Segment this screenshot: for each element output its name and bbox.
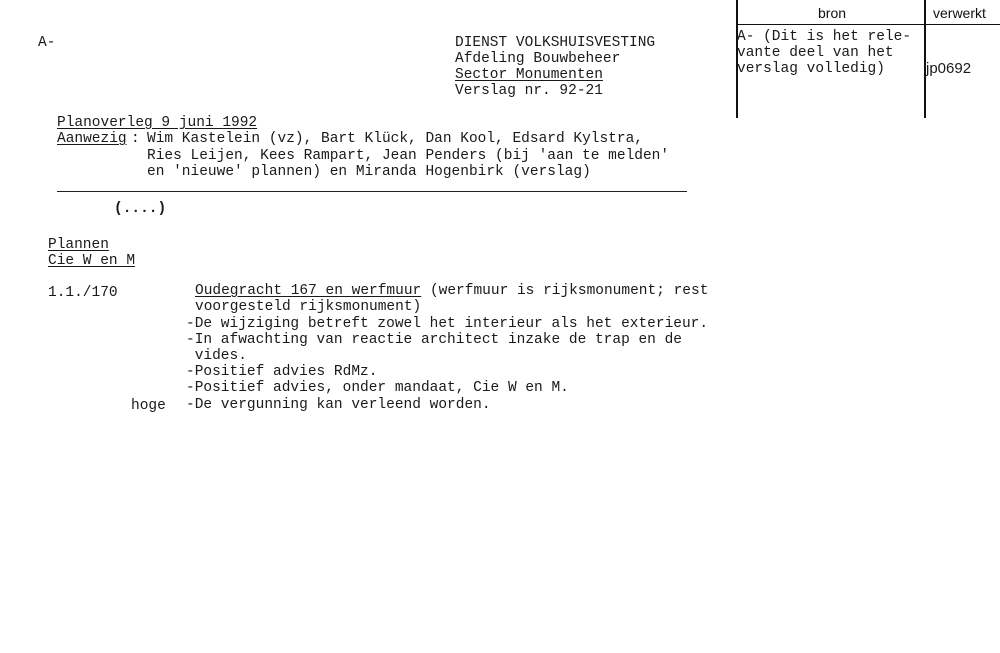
item-title-continued: voorgesteld rijksmonument) [195,299,422,315]
sector: Sector Monumenten [455,67,603,83]
item-point: -De wijziging betreft zowel het interieur als het exterieur. [186,316,709,332]
stamp-source-line: verslag volledig) [737,61,885,77]
department: Afdeling Bouwbeheer [455,51,621,67]
item-priority: hoge [131,398,166,414]
section-heading: Plannen [48,237,109,253]
stamp-processed-code: jp0692 [926,60,972,77]
present-line: Ries Leijen, Kees Rampart, Jean Penders (bij 'aan te melden' [147,148,670,164]
stamp-col-processed: verwerkt [933,5,986,21]
stamp-source-line: A- (Dit is het rele- [737,29,912,45]
archive-stamp [736,0,1000,118]
section-subheading: Cie W en M [48,253,136,269]
item-title: Oudegracht 167 en werfmuur [195,283,422,299]
present-line: Wim Kastelein (vz), Bart Klück, Dan Kool, Edsard Kylstra, [147,131,643,147]
meeting-title: Planoverleg 9 juni 1992 [57,115,258,131]
item-point: -Positief advies RdMz. [186,364,378,380]
item-title-note: (werfmuur is rijksmonument; rest [421,283,709,299]
report-number: Verslag nr. 92-21 [455,83,603,99]
stamp-header-rule [736,24,1000,25]
item-title-line [195,283,708,300]
item-point: -In afwachting van reactie architect inzake de trap en de [186,332,682,348]
item-point: -Positief advies, onder mandaat, Cie W en M. [186,380,569,396]
present-line: en 'nieuwe' plannen) en Miranda Hogenbirk (verslag) [147,164,591,180]
present-separator: : [131,131,140,147]
org-name: DIENST VOLKSHUISVESTING [455,35,656,51]
present-label: Aanwezig [57,131,127,147]
omission-marker: (....) [114,201,167,217]
item-point: vides. [186,348,247,364]
item-number: 1.1./170 [48,285,118,301]
item-final-point: -De vergunning kan verleend worden. [186,397,491,413]
stamp-divider [924,0,926,118]
divider [57,191,687,192]
stamp-col-source: bron [818,5,847,21]
page-marker: A- [38,35,56,51]
stamp-source-line: vante deel van het [737,45,894,61]
